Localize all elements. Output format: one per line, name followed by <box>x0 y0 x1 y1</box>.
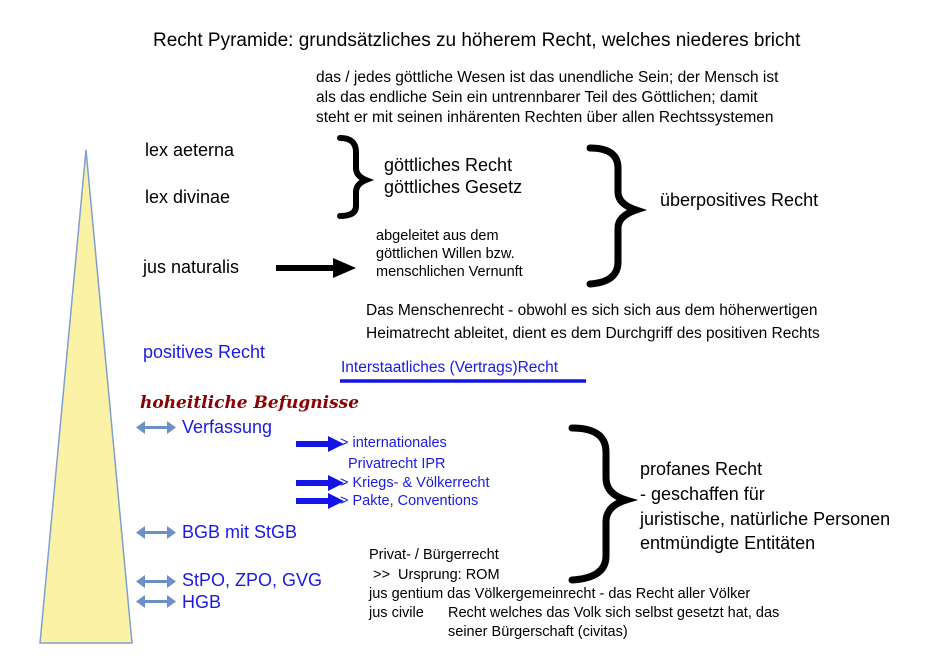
profane-line-3: juristische, natürliche Personen <box>640 509 891 529</box>
divine-law-line1: göttliches Recht <box>384 155 513 175</box>
private-law-line-2: >> Ursprung: ROM <box>369 567 500 583</box>
civitas-line: seiner Bürgerschaft (civitas) <box>448 624 628 640</box>
positive-law: positives Recht <box>143 342 266 362</box>
profane-line-2: - geschaffen für <box>640 484 765 504</box>
jus-gentium-line: jus gentium das Völkergemeinrecht - das Recht aller Völker <box>369 586 751 602</box>
private-law-line-1: Privat- / Bürgerrecht <box>369 547 499 563</box>
item-hgb: HGB <box>182 592 222 612</box>
overpositive-law: überpositives Recht <box>660 190 819 210</box>
item-stpo: StPO, ZPO, GVG <box>182 570 323 590</box>
derived-line-3: menschlichen Vernunft <box>376 264 523 280</box>
intro-line-3: steht er mit seinen inhärenten Rechten über allen Rechtssystemen <box>316 109 774 126</box>
human-rights-line-1: Das Menschenrecht - obwohl es sich sich aus dem höherwertigen <box>366 302 818 319</box>
jus-civile-label: jus civile <box>369 605 424 621</box>
divine-law-line2: göttliches Gesetz <box>384 177 523 197</box>
jus-civile-text: Recht welches das Volk sich selbst gesetzt hat, das <box>448 605 780 621</box>
intro-line-1: das / jedes göttliche Wesen ist das unendliche Sein; der Mensch ist <box>316 69 779 86</box>
page-title: Recht Pyramide: grundsätzliches zu höherem Recht, welches niederes bricht <box>153 30 801 51</box>
term-jus-naturalis: jus naturalis <box>143 257 240 277</box>
arrow-blue-3 <box>296 493 344 509</box>
double-arrow-stpo <box>136 575 176 588</box>
double-arrow-verfassung <box>136 421 176 434</box>
item-bgb: BGB mit StGB <box>182 522 298 542</box>
item-verfassung: Verfassung <box>182 417 273 437</box>
human-rights-line-2: Heimatrecht ableitet, dient es dem Durchgriff des positiven Rechts <box>366 325 820 342</box>
term-lex-aeterna: lex aeterna <box>145 140 235 160</box>
interstate-law: Interstaatliches (Vertrags)Recht <box>341 359 559 376</box>
intro-line-2: als das endliche Sein ein untrennbarer Teil des Göttlichen; damit <box>316 89 758 106</box>
arrow-blue-2 <box>296 475 344 491</box>
intl-item-3: > Pakte, Conventions <box>340 493 479 509</box>
intl-item-1-line2: Privatrecht IPR <box>348 456 446 472</box>
intl-item-1-line1: > internationales <box>340 435 447 451</box>
sovereign-powers: hoheitliche Befugnisse <box>140 393 360 413</box>
double-arrow-hgb <box>136 595 176 608</box>
derived-line-2: göttlichen Willen bzw. <box>376 246 515 262</box>
intl-item-2: > Kriegs- & Völkerrecht <box>340 475 490 491</box>
term-lex-divinae: lex divinae <box>145 187 231 207</box>
brace-large-upper <box>590 148 636 284</box>
brace-small <box>340 138 366 216</box>
brace-large-lower <box>572 428 626 580</box>
arrow-black <box>276 258 356 278</box>
profane-line-1: profanes Recht <box>640 459 763 479</box>
derived-line-1: abgeleitet aus dem <box>376 228 499 244</box>
arrow-blue-1 <box>296 436 344 452</box>
double-arrow-bgb <box>136 526 176 539</box>
pyramid-shape <box>40 150 132 643</box>
profane-line-4: entmündigte Entitäten <box>640 533 816 553</box>
